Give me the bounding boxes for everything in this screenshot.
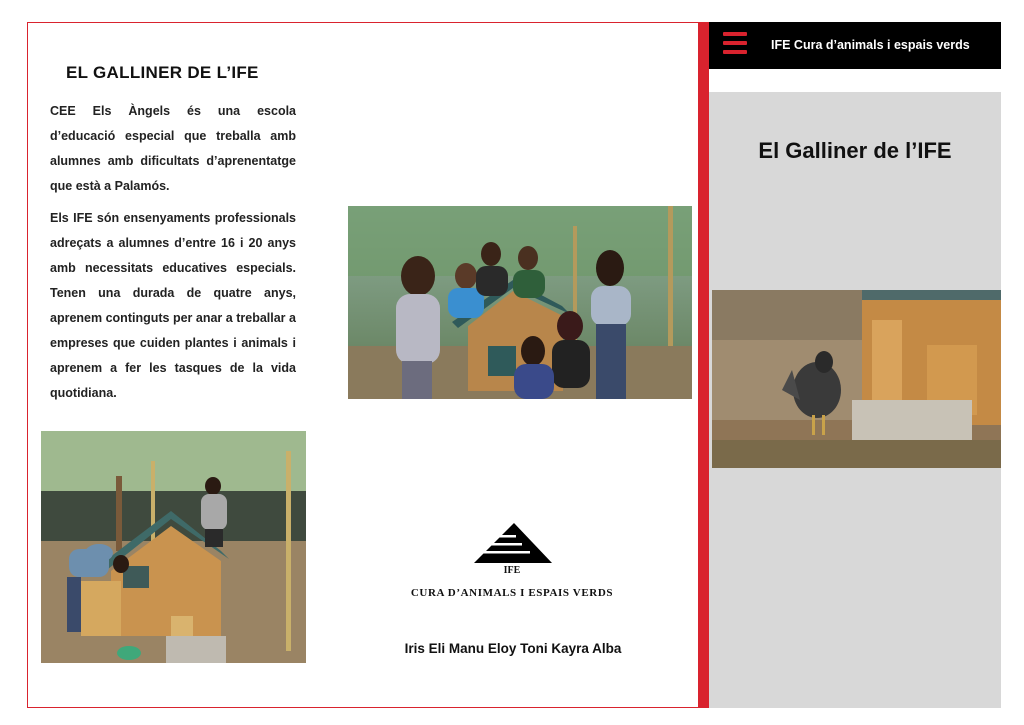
logo-subtitle: CURA D’ANIMALS I ESPAIS VERDS [410,587,614,599]
hen-photo [712,290,1001,468]
building-photo [41,431,306,663]
header-title: IFE Cura d’animals i espais verds [771,38,970,52]
group-photo [348,206,692,399]
hamburger-menu-icon[interactable] [723,32,747,54]
cover-heading: El Galliner de l’IFE [758,138,952,163]
logo-label: IFE [503,565,521,576]
pyramid-logo-icon [472,523,552,563]
intro-paragraph-1: CEE Els Àngels és una escola d’educació especial que treballa amb alumnes amb dificultats d’aprenentatge que està a Palamós. [50,104,296,193]
fold-divider [698,22,709,708]
student-names: Iris Eli Manu Eloy Toni Kayra Alba [404,641,622,656]
page-title: EL GALLINER DE L’IFE [66,63,259,82]
left-page [27,22,707,708]
header-bar [709,22,1001,69]
intro-text [50,99,296,413]
intro-paragraph-2: Els IFE són ensenyaments professionals adreçats a alumnes d’entre 16 i 20 anys amb necessitats educatives especials. Tenen una durada de quatre anys, aprenem continguts per anar a treballar a empreses que cuiden plantes i animals i aprenem a fer les tasques de la vida quotidiana. [50,211,296,400]
right-page [709,22,1001,708]
